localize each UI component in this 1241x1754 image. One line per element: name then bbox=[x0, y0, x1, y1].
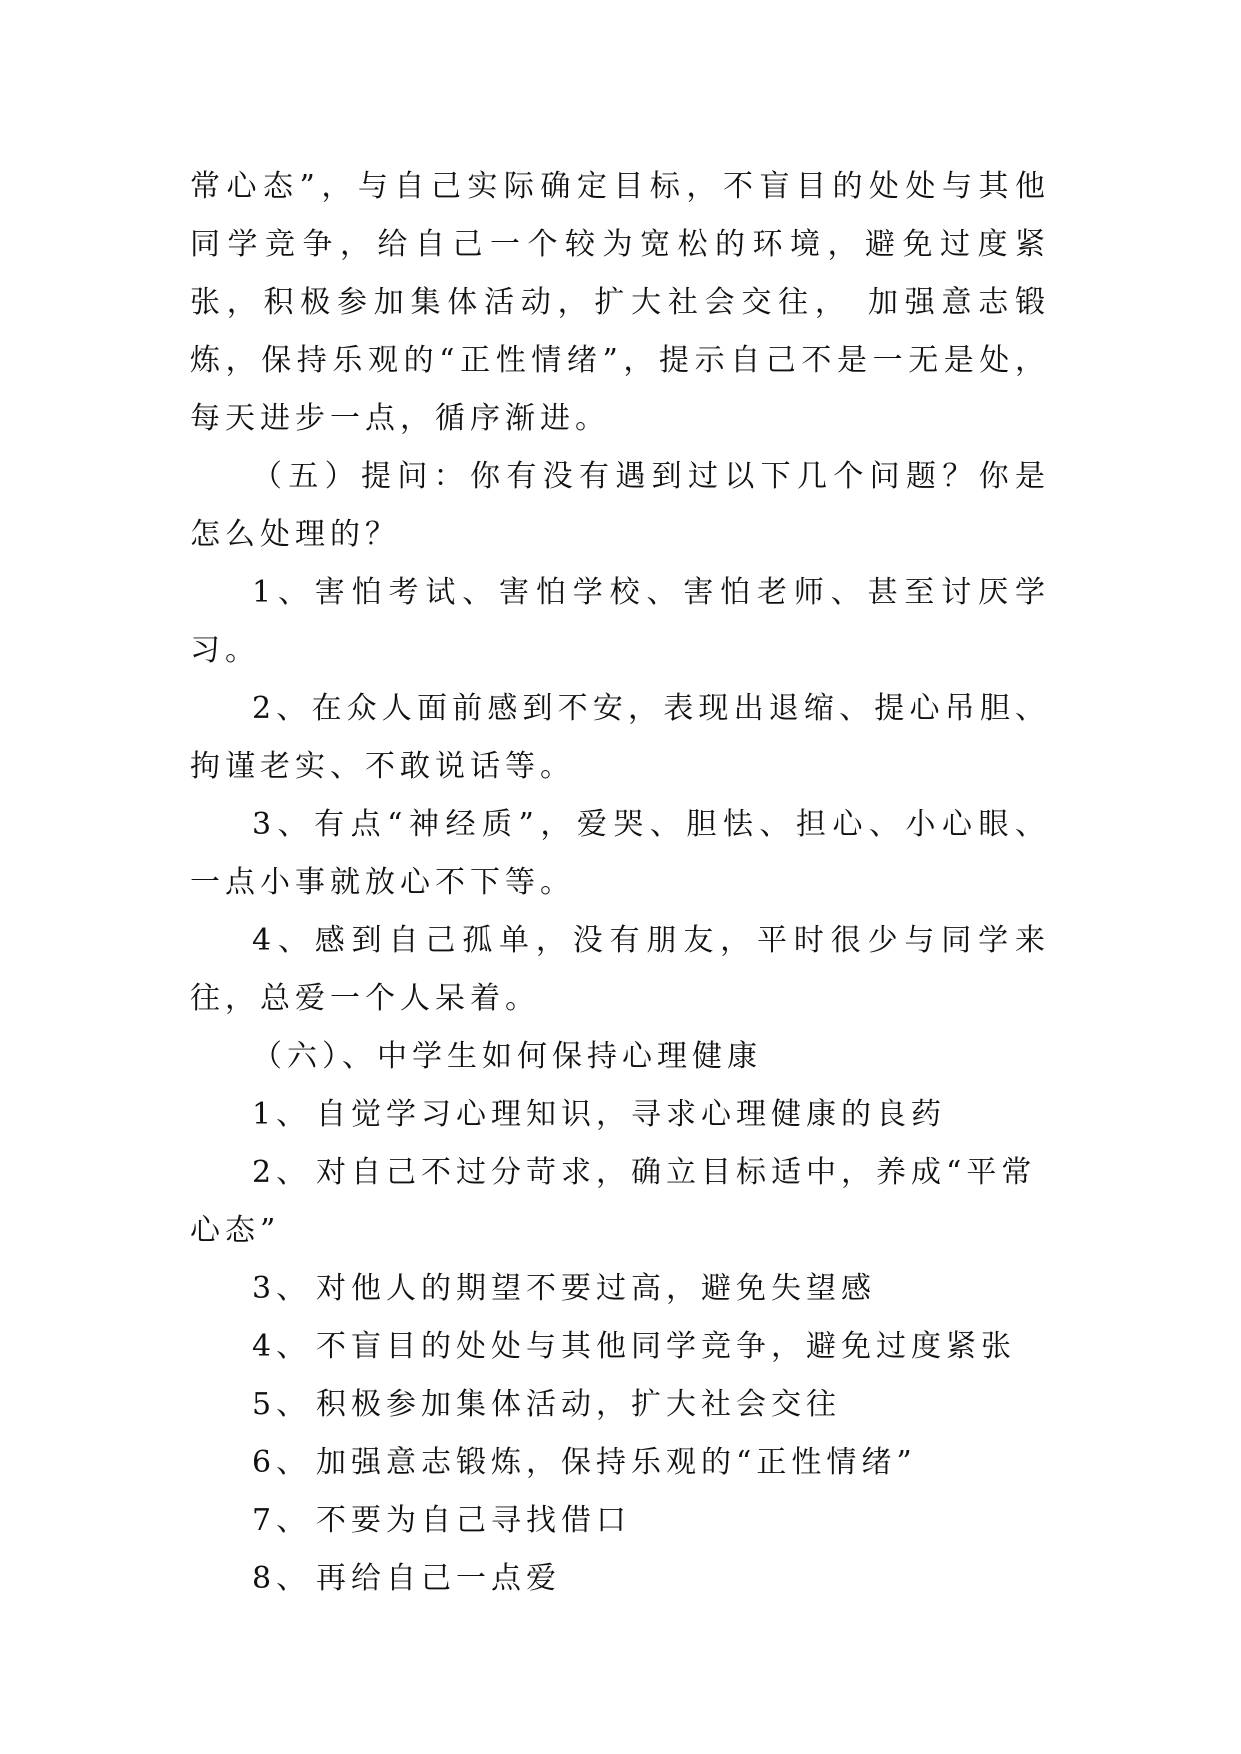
tip-item-1 bbox=[190, 1086, 1050, 1144]
tip-text: 对自己不过分苛求，确立目标适中，养成“平常心态” bbox=[190, 1155, 1037, 1248]
tip-number: 7、 bbox=[252, 1503, 312, 1538]
tip-text: 不要为自己寻找借口 bbox=[316, 1503, 631, 1538]
paragraph-continuation: 常心态”，与自己实际确定目标，不盲目的处处与其他同学竞争，给自己一个较为宽松的环境，避免过度紧张，积极参加集体活动，扩大社会交往， 加强意志锻炼，保持乐观的“正性情绪”，提示自己不是一无是处，每天进步一点，循序渐进。 bbox=[190, 169, 1050, 436]
question-prompt: （五）提问：你有没有遇到过以下几个问题？你是怎么处理的？ bbox=[190, 459, 1050, 552]
tip-number: 4、 bbox=[252, 1329, 312, 1364]
question-item-4: 4、感到自己孤单，没有朋友，平时很少与同学来往，总爱一个人呆着。 bbox=[190, 923, 1050, 1016]
tip-text: 加强意志锻炼，保持乐观的“正性情绪” bbox=[316, 1445, 917, 1480]
section-heading-6: （六）、中学生如何保持心理健康 bbox=[252, 1039, 762, 1074]
document-body bbox=[190, 158, 1050, 1608]
tip-number: 2、 bbox=[252, 1155, 312, 1190]
tip-number: 6、 bbox=[252, 1445, 312, 1480]
tip-item-3 bbox=[190, 1260, 1050, 1318]
tip-item-4 bbox=[190, 1318, 1050, 1376]
question-item-2: 2、在众人面前感到不安，表现出退缩、提心吊胆、拘谨老实、不敢说话等。 bbox=[190, 691, 1050, 784]
tip-text: 对他人的期望不要过高，避免失望感 bbox=[316, 1271, 876, 1306]
tip-text: 自觉学习心理知识，寻求心理健康的良药 bbox=[316, 1097, 946, 1132]
tip-text: 积极参加集体活动，扩大社会交往 bbox=[316, 1387, 841, 1422]
tip-item-6 bbox=[190, 1434, 1050, 1492]
tip-number: 1、 bbox=[252, 1097, 312, 1132]
tip-text: 不盲目的处处与其他同学竞争，避免过度紧张 bbox=[316, 1329, 1016, 1364]
tip-item-2 bbox=[190, 1144, 1050, 1260]
tip-item-5 bbox=[190, 1376, 1050, 1434]
tip-number: 5、 bbox=[252, 1387, 312, 1422]
tip-item-8 bbox=[190, 1550, 1050, 1608]
question-item-3: 3、有点“神经质”，爱哭、胆怯、担心、小心眼、一点小事就放心不下等。 bbox=[190, 807, 1050, 900]
question-item-1: 1、害怕考试、害怕学校、害怕老师、甚至讨厌学习。 bbox=[190, 575, 1050, 668]
tip-item-7 bbox=[190, 1492, 1050, 1550]
tip-number: 3、 bbox=[252, 1271, 312, 1306]
tip-number: 8、 bbox=[252, 1561, 312, 1596]
tip-text: 再给自己一点爱 bbox=[316, 1561, 561, 1596]
